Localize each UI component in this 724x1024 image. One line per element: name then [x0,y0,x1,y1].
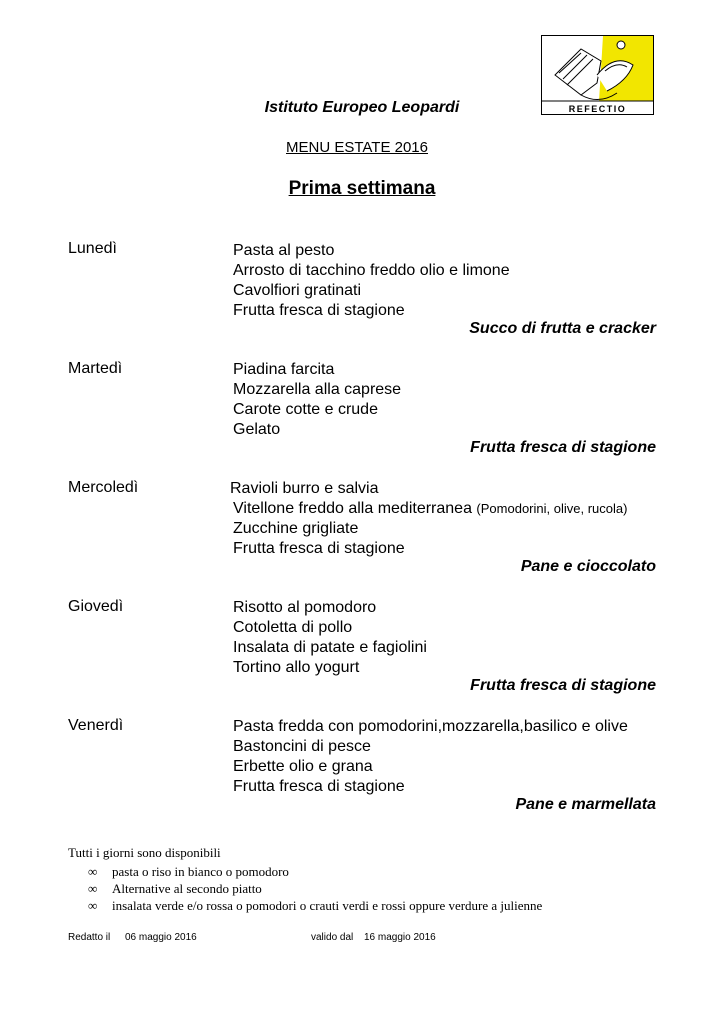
menu-title: MENU ESTATE 2016 [286,139,428,156]
dish-note: (Pomodorini, olive, rucola) [476,501,628,516]
day-label: Martedì [68,360,123,377]
dish: Frutta fresca di stagione [233,778,405,795]
dish: Pasta fredda con pomodorini,mozzarella,basilico e olive [233,718,628,735]
dish: Cavolfiori gratinati [233,282,362,299]
footer-intro: Tutti i giorni sono disponibili [68,845,221,860]
bullet-icon: ∞ [88,864,98,879]
footer-list [88,863,542,914]
list-item: ∞ Alternative al secondo piatto [88,881,262,896]
institute-name: Istituto Europeo Leopardi [264,99,460,116]
dish: Gelato [233,421,281,438]
snack: Pane e cioccolato [520,558,656,575]
dish: Bastoncini di pesce [233,738,371,755]
day-label: Giovedì [68,598,124,615]
day-label: Lunedì [68,240,117,257]
dish [233,499,627,519]
dish: Pasta al pesto [233,242,335,259]
dish: Carote cotte e crude [233,401,378,418]
dish: Piadina farcita [233,361,335,378]
list-item: ∞ pasta o riso in bianco o pomodoro [88,864,289,879]
redatto-date: 06 maggio 2016 [125,932,197,943]
dish: Frutta fresca di stagione [233,540,405,557]
dish: Erbette olio e grana [233,758,373,775]
day-label: Mercoledì [68,479,139,496]
redatto-label: Redatto il [68,932,111,943]
dish: Frutta fresca di stagione [233,302,405,319]
dish-name: Vitellone freddo alla mediterranea [233,500,472,517]
dish: Risotto al pomodoro [233,599,377,616]
dish: Zucchine grigliate [233,520,359,537]
snack: Frutta fresca di stagione [470,439,656,456]
dish: Cotoletta di pollo [233,619,353,636]
valido-label: valido dal [311,932,354,943]
dish: Insalata di patate e fagiolini [233,639,427,656]
bullet-icon: ∞ [88,898,98,913]
valido-date: 16 maggio 2016 [364,932,436,943]
week-title: Prima settimana [288,178,436,199]
snack: Pane e marmellata [515,796,656,813]
bullet-icon: ∞ [88,881,98,896]
snack: Frutta fresca di stagione [470,677,656,694]
snack: Succo di frutta e cracker [469,320,656,337]
dish: Mozzarella alla caprese [233,381,402,398]
logo-text: REFECTIO [568,104,627,114]
dish: Ravioli burro e salvia [230,480,379,497]
list-item: ∞ insalata verde e/o rossa o pomodori o crauti verdi e rossi oppure verdure a julienne [88,898,543,913]
dish: Tortino allo yogurt [233,659,360,676]
dish: Arrosto di tacchino freddo olio e limone [233,262,510,279]
day-label: Venerdì [68,717,124,734]
